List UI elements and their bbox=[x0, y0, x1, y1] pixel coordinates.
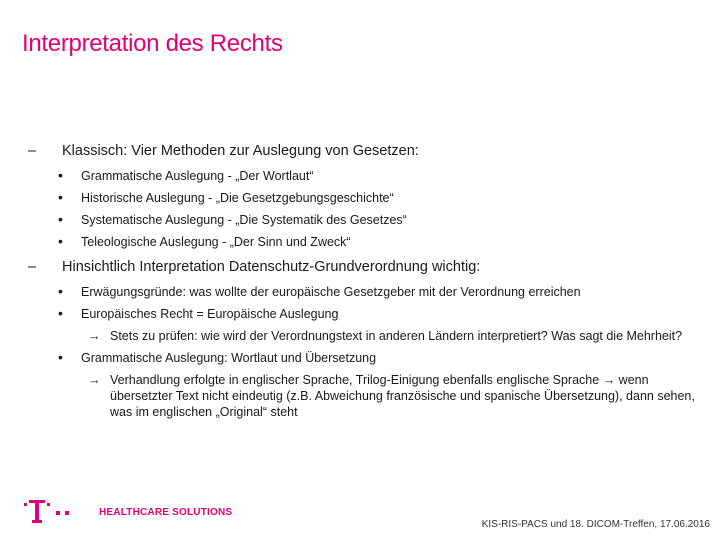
list-item bbox=[28, 212, 708, 228]
arrow-right-icon: → bbox=[88, 329, 101, 343]
list-item-text: Historische Auslegung - „Die Gesetzgebungsgeschichte“ bbox=[81, 191, 394, 205]
bullet-marker: • bbox=[58, 349, 63, 365]
sub-list-item bbox=[28, 372, 708, 420]
list-item bbox=[28, 350, 708, 366]
section-label: Hinsichtlich Interpretation Datenschutz-Grundverordnung wichtig: bbox=[62, 259, 481, 275]
sub-list-item-text: wenn übersetzter Text nicht eindeutig (z.B. Abweichung französische und spanische Übersetzung), dann sehen, was im englischen „Original“ steht bbox=[110, 373, 695, 419]
slide-content bbox=[28, 142, 708, 426]
list-item bbox=[28, 284, 708, 300]
list-item-text: Systematische Auslegung - „Die Systematik des Gesetzes“ bbox=[81, 213, 407, 227]
sub-list-item bbox=[28, 328, 708, 344]
list-item-text: Grammatische Auslegung - „Der Wortlaut“ bbox=[81, 169, 314, 183]
bullet-marker: • bbox=[58, 283, 63, 299]
section-classic bbox=[28, 142, 708, 160]
list-item-text: Grammatische Auslegung: Wortlaut und Übersetzung bbox=[81, 351, 377, 365]
bullet-marker: • bbox=[58, 211, 63, 227]
list-item bbox=[28, 234, 708, 250]
list-item-text: Europäisches Recht = Europäische Auslegung bbox=[81, 307, 339, 321]
section-gdpr bbox=[28, 258, 708, 276]
footer-event-text: KIS-RIS-PACS und 18. DICOM-Treffen, 17.06.2016 bbox=[481, 519, 710, 530]
list-item-text: Teleologische Auslegung - „Der Sinn und Zweck“ bbox=[81, 235, 351, 249]
section-label: Klassisch: Vier Methoden zur Auslegung von Gesetzen: bbox=[62, 143, 419, 159]
dash-marker: – bbox=[28, 259, 37, 275]
gdpr-points-list bbox=[28, 284, 708, 420]
dash-marker: – bbox=[28, 143, 37, 159]
bullet-marker: • bbox=[58, 305, 63, 321]
arrow-right-icon: → bbox=[88, 373, 101, 387]
bullet-marker: • bbox=[58, 189, 63, 205]
list-item bbox=[28, 168, 708, 184]
sub-list-item-text: Stets zu prüfen: wie wird der Verordnungstext in anderen Ländern interpretiert? Was sagt die Mehrheit? bbox=[110, 329, 683, 343]
arrow-right-icon: → bbox=[602, 373, 616, 387]
list-item bbox=[28, 306, 708, 322]
list-item bbox=[28, 190, 708, 206]
slide-title: Interpretation des Rechts bbox=[22, 30, 283, 57]
list-item-text: Erwägungsgründe: was wollte der europäische Gesetzgeber mit der Verordnung erreichen bbox=[81, 285, 581, 299]
classic-methods-list bbox=[28, 168, 708, 250]
sub-list-item-text: Verhandlung erfolgte in englischer Sprache, Trilog-Einigung ebenfalls englische Sprache bbox=[110, 373, 600, 387]
bullet-marker: • bbox=[58, 167, 63, 183]
brand-name: HEALTHCARE SOLUTIONS bbox=[99, 507, 233, 518]
bullet-marker: • bbox=[58, 233, 63, 249]
telekom-t-logo-icon bbox=[24, 500, 74, 524]
